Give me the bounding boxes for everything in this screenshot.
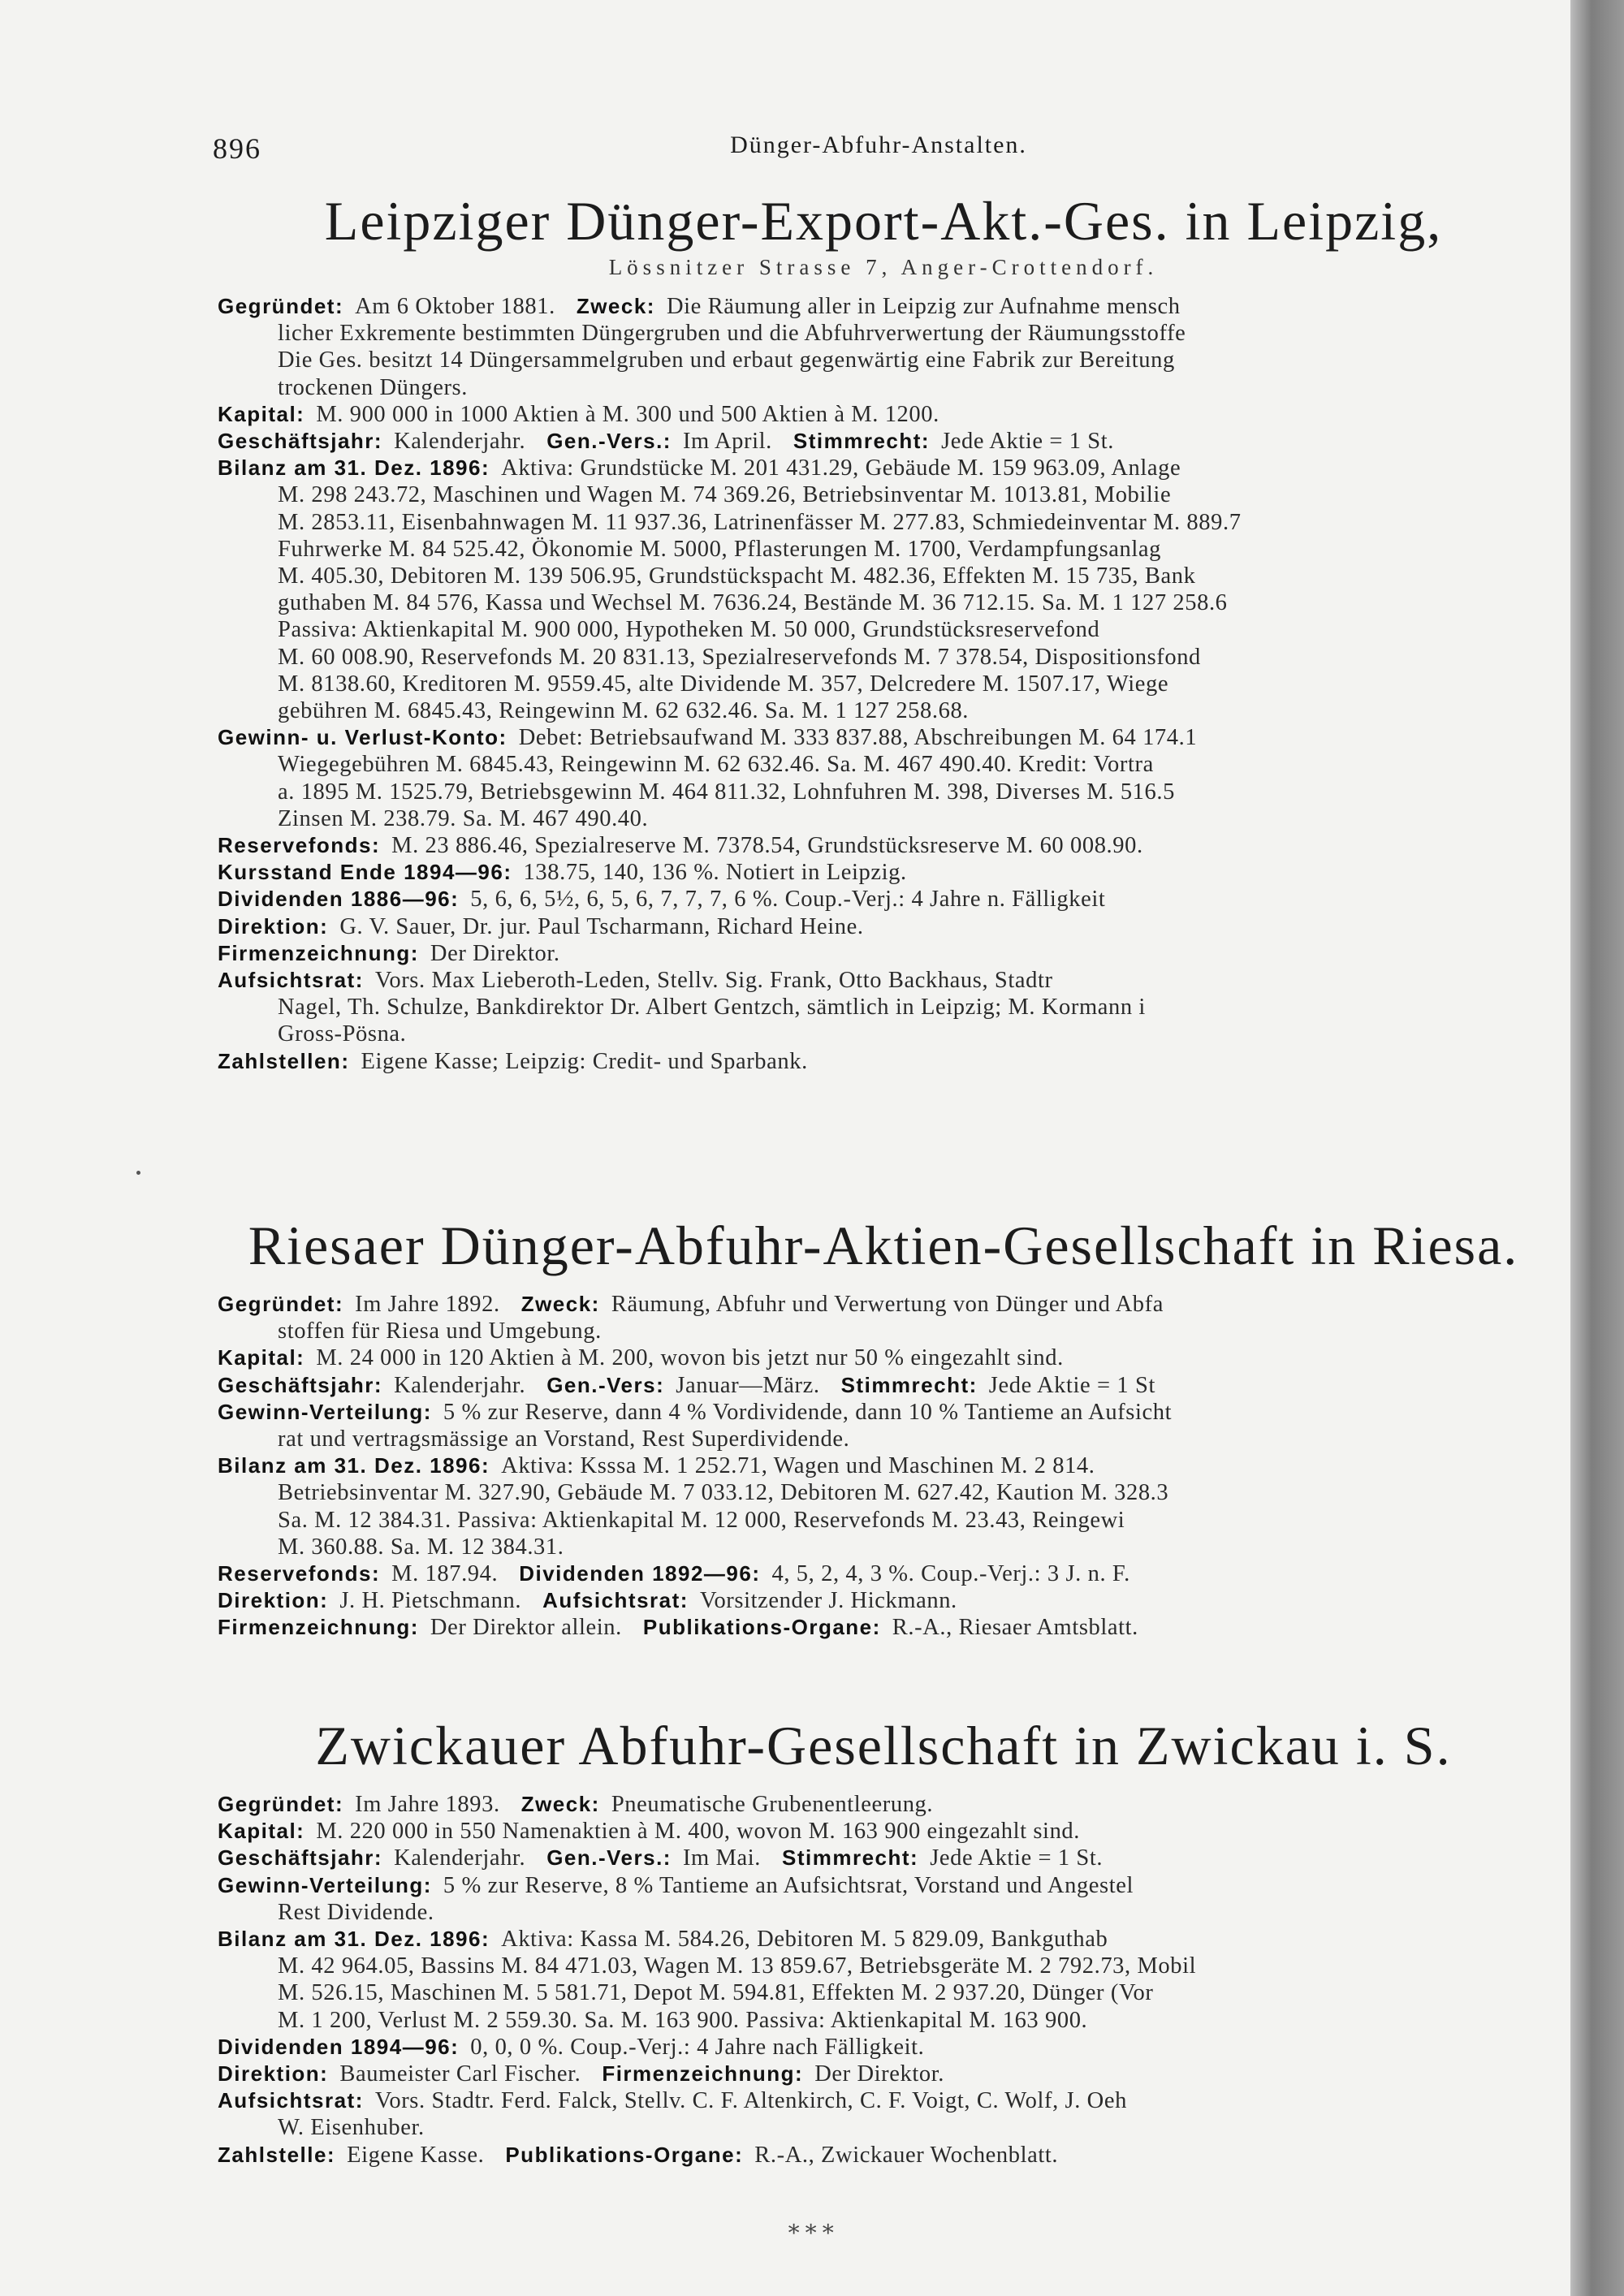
entry-continuation: Zinsen M. 238.79. Sa. M. 467 490.40. xyxy=(278,805,649,831)
entry-line xyxy=(218,1587,1533,1614)
entry-line xyxy=(218,1845,1533,1871)
entry-line xyxy=(218,293,1533,401)
entry-continuation: rat und vertragsmässige an Vorstand, Rest Superdividende. xyxy=(278,1426,850,1452)
entry-label: Zweck: xyxy=(520,1792,600,1816)
entry-line xyxy=(218,832,1533,859)
entry-line xyxy=(218,1048,1533,1075)
entry-label: Gegründet: xyxy=(218,1792,344,1816)
entry-label: Reservefonds: xyxy=(218,1561,381,1586)
entry-text: Pneumatische Grubenentleerung. xyxy=(611,1792,934,1817)
entry-text: Kalenderjahr. xyxy=(394,429,526,455)
entry-continuation: Betriebsinventar M. 327.90, Gebäude M. 7 033.12, Debitoren M. 627.42, Kaution M. 328.3 xyxy=(278,1480,1169,1506)
entry-label: Direktion: xyxy=(218,2061,329,2087)
entry-continuation: M. 60 008.90, Reservefonds M. 20 831.13, Spezialreservefonds M. 7 378.54, Dispositionsfond xyxy=(278,644,1201,670)
entry-continuation: licher Exkremente bestimmten Düngergruben und die Abfuhrverwertung der Räumungsstoffe xyxy=(278,321,1186,347)
entry-line xyxy=(218,913,1533,940)
entry-continuation: Nagel, Th. Schulze, Bankdirektor Dr. Albert Gentzch, sämtlich in Leipzig; M. Kormann i xyxy=(278,995,1146,1021)
entry-label: Kapital: xyxy=(218,401,305,426)
entry-line xyxy=(218,967,1533,1048)
entry-label: Firmenzeichnung: xyxy=(218,940,419,965)
entry-label: Kursstand Ende 1894—96: xyxy=(218,860,512,885)
entry-text: Am 6 Oktober 1881. xyxy=(355,294,555,319)
entry-line xyxy=(218,1372,1533,1399)
entry-line xyxy=(218,1818,1533,1845)
entry-continuation: M. 42 964.05, Bassins M. 84 471.03, Wagen M. 13 859.67, Betriebsgeräte M. 2 792.73, Mobil xyxy=(278,1953,1197,1979)
entry-label: Geschäftsjahr: xyxy=(218,429,383,454)
entry-text: Vors. Stadtr. Ferd. Falck, Stellv. C. F. Altenkirch, C. F. Voigt, C. Wolf, J. Oeh xyxy=(374,2088,1127,2114)
entry-label: Dividenden 1886—96: xyxy=(218,887,460,912)
page-number: 896 xyxy=(213,132,261,165)
entry-label: Geschäftsjahr: xyxy=(218,1372,383,1397)
entry-text: Die Räumung aller in Leipzig zur Aufnahme mensch xyxy=(666,294,1181,319)
entry-label: Zweck: xyxy=(576,294,655,318)
entry-label: Kapital: xyxy=(218,1345,305,1370)
entry-line xyxy=(218,1872,1533,1926)
entry-label: Geschäftsjahr: xyxy=(218,1845,383,1871)
entry-line xyxy=(218,455,1533,724)
entry-label: Stimmrecht: xyxy=(793,429,931,454)
entry-continuation: a. 1895 M. 1525.79, Betriebsgewinn M. 464 811.32, Lohnfuhren M. 398, Diverses M. 516.5 xyxy=(278,779,1175,805)
entry-label: Gegründet: xyxy=(218,1292,344,1316)
entry-label: Gewinn-Verteilung: xyxy=(218,1872,432,1897)
entry-label: Reservefonds: xyxy=(218,833,381,858)
entry-line xyxy=(218,1926,1533,2034)
entry-label: Aufsichtsrat: xyxy=(218,968,364,993)
entry-label: Gen.-Vers.: xyxy=(546,429,672,454)
company-section-leipzig xyxy=(218,190,1549,1075)
entry-label: Aufsichtsrat: xyxy=(218,2088,364,2113)
entry-line xyxy=(218,1344,1533,1371)
entry-text: Kalenderjahr. xyxy=(394,1372,526,1398)
entry-label: Dividenden 1892—96: xyxy=(519,1561,761,1586)
entry-text: Der Direktor allein. xyxy=(430,1615,622,1641)
entry-line xyxy=(218,2087,1533,2141)
entry-label: Gen.-Vers.: xyxy=(546,1845,672,1871)
entry-text: Vorsitzender J. Hickmann. xyxy=(699,1588,957,1614)
entry-continuation: M. 526.15, Maschinen M. 5 581.71, Depot M. 594.81, Effekten M. 2 937.20, Dünger (Vor xyxy=(278,1980,1154,2006)
entry-text: 138.75, 140, 136 %. Notiert in Leipzig. xyxy=(523,860,907,886)
entry-label: Publikations-Organe: xyxy=(505,2142,744,2167)
entry-line xyxy=(218,1399,1533,1452)
entry-continuation: Wiegegebühren M. 6845.43, Reingewinn M. 62 632.46. Sa. M. 467 490.40. Kredit: Vortra xyxy=(278,752,1154,778)
entry-text: Aktiva: Ksssa M. 1 252.71, Wagen und Maschinen M. 2 814. xyxy=(501,1453,1095,1479)
entry-label: Kapital: xyxy=(218,1819,305,1844)
entry-text: 5 % zur Reserve, dann 4 % Vordividende, dann 10 % Tantieme an Aufsicht xyxy=(443,1399,1173,1425)
entry-text: Im Mai. xyxy=(682,1845,761,1871)
entry-label: Stimmrecht: xyxy=(782,1845,919,1871)
running-head xyxy=(213,132,1544,172)
entry-continuation: stoffen für Riesa und Umgebung. xyxy=(278,1318,602,1344)
entry-label: Publikations-Organe: xyxy=(642,1615,881,1640)
entry-continuation: Sa. M. 12 384.31. Passiva: Aktienkapital M. 12 000, Reservefonds M. 23.43, Reingewi xyxy=(278,1507,1125,1533)
entry-label: Direktion: xyxy=(218,1588,329,1613)
entry-text: M. 23 886.46, Spezialreserve M. 7378.54, Grundstücksreserve M. 60 008.90. xyxy=(391,833,1143,859)
entry-line xyxy=(218,2034,1533,2061)
entry-text: 5 % zur Reserve, 8 % Tantieme an Aufsichtsrat, Vorstand und Angestel xyxy=(443,1872,1134,1898)
entry-label: Gegründet: xyxy=(218,294,344,318)
entry-text: G. V. Sauer, Dr. jur. Paul Tscharmann, Richard Heine. xyxy=(339,913,864,939)
entry-continuation: M. 1 200, Verlust M. 2 559.30. Sa. M. 163 900. Passiva: Aktienkapital M. 163 900. xyxy=(278,2007,1088,2033)
entry-text: R.-A., Riesaer Amtsblatt. xyxy=(892,1615,1138,1641)
entry-continuation: M. 2853.11, Eisenbahnwagen M. 11 937.36, Latrinenfässer M. 277.83, Schmiedeinventar M. 889.7 xyxy=(278,509,1242,535)
entry-line xyxy=(218,1614,1533,1641)
entry-text: Der Direktor. xyxy=(814,2061,944,2087)
entry-text: Räumung, Abfuhr und Verwertung von Dünger und Abfa xyxy=(611,1292,1164,1317)
entry-line xyxy=(218,1791,1533,1818)
entry-continuation: M. 8138.60, Kreditoren M. 9559.45, alte Dividende M. 357, Delcredere M. 1507.17, Wiege xyxy=(278,671,1169,697)
entry-line xyxy=(218,886,1533,913)
company-address: Lössnitzer Strasse 7, Anger-Crottendorf. xyxy=(608,255,1159,279)
entry-label: Firmenzeichnung: xyxy=(602,2061,804,2087)
entry-label: Aufsichtsrat: xyxy=(542,1588,689,1613)
entry-line xyxy=(218,2061,1533,2087)
entry-continuation: Fuhrwerke M. 84 525.42, Ökonomie M. 5000, Pflasterungen M. 1700, Verdampfungsanlag xyxy=(278,536,1162,562)
entry-label: Bilanz am 31. Dez. 1896: xyxy=(218,455,490,481)
entry-text: Im Jahre 1893. xyxy=(355,1792,500,1817)
entry-label: Zahlstellen: xyxy=(218,1048,350,1073)
entry-text: Baumeister Carl Fischer. xyxy=(339,2061,581,2087)
entry-text: Aktiva: Kassa M. 584.26, Debitoren M. 5 829.09, Bankguthab xyxy=(501,1927,1108,1953)
entry-text: R.-A., Zwickauer Wochenblatt. xyxy=(754,2142,1059,2168)
entry-line xyxy=(218,1452,1533,1560)
entry-text: Aktiva: Grundstücke M. 201 431.29, Gebäude M. 159 963.09, Anlage xyxy=(501,455,1181,481)
entry-text: Vors. Max Lieberoth-Leden, Stellv. Sig. Frank, Otto Backhaus, Stadtr xyxy=(374,968,1053,994)
entry-continuation: Passiva: Aktienkapital M. 900 000, Hypotheken M. 50 000, Grundstücksreservefond xyxy=(278,617,1100,643)
page-edge-shadow xyxy=(1570,0,1624,2296)
company-section-riesa xyxy=(218,1215,1549,1642)
entry-label: Bilanz am 31. Dez. 1896: xyxy=(218,1453,490,1478)
entry-label: Zweck: xyxy=(520,1292,600,1316)
entry-text: Im Jahre 1892. xyxy=(355,1292,500,1317)
entry-continuation: Gross-Pösna. xyxy=(278,1021,407,1047)
entry-text: M. 187.94. xyxy=(391,1561,499,1587)
entry-continuation: M. 405.30, Debitoren M. 139 506.95, Grundstückspacht M. 482.36, Effekten M. 15 735, Bank xyxy=(278,563,1196,589)
entry-text: M. 220 000 in 550 Namenaktien à M. 400, wovon M. 163 900 eingezahlt sind. xyxy=(316,1819,1080,1845)
entry-text: M. 900 000 in 1000 Aktien à M. 300 und 500 Aktien à M. 1200. xyxy=(316,401,939,427)
entry-label: Firmenzeichnung: xyxy=(218,1615,419,1640)
end-ornament: ∗∗∗ xyxy=(786,2216,838,2242)
entry-text: M. 24 000 in 120 Aktien à M. 200, wovon bis jetzt nur 50 % eingezahlt sind. xyxy=(316,1345,1064,1371)
entry-text: Im April. xyxy=(682,429,772,455)
entry-line xyxy=(218,940,1533,967)
company-title: Leipziger Dünger-Export-Akt.-Ges. in Leipzig, xyxy=(324,190,1443,252)
company-title: Zwickauer Abfuhr-Gesellschaft in Zwickau i. S. xyxy=(315,1715,1452,1776)
company-title: Riesaer Dünger-Abfuhr-Aktien-Gesellschaft in Riesa. xyxy=(248,1215,1519,1276)
entry-text: 0, 0, 0 %. Coup.-Verj.: 4 Jahre nach Fälligkeit. xyxy=(470,2034,925,2060)
entry-label: Zahlstelle: xyxy=(218,2142,336,2167)
entry-line xyxy=(218,1291,1533,1344)
entry-line xyxy=(218,1560,1533,1587)
entry-text: Januar—März. xyxy=(676,1372,820,1398)
entry-continuation: Die Ges. besitzt 14 Düngersammelgruben und erbaut gegenwärtig eine Fabrik zur Bereitung xyxy=(278,347,1175,373)
entry-text: 4, 5, 2, 4, 3 %. Coup.-Verj.: 3 J. n. F. xyxy=(771,1561,1130,1587)
entry-line xyxy=(218,401,1533,428)
entry-continuation: M. 360.88. Sa. M. 12 384.31. xyxy=(278,1534,564,1560)
company-section-zwickau xyxy=(218,1715,1549,2169)
entry-text: Debet: Betriebsaufwand M. 333 837.88, Abschreibungen M. 64 174.1 xyxy=(518,725,1198,751)
entry-label: Direktion: xyxy=(218,913,329,939)
entry-line xyxy=(218,2142,1533,2169)
running-title: Dünger-Abfuhr-Anstalten. xyxy=(730,132,1027,158)
entry-label: Bilanz am 31. Dez. 1896: xyxy=(218,1927,490,1952)
entry-continuation: trockenen Düngers. xyxy=(278,374,468,400)
entry-line xyxy=(218,428,1533,455)
entry-label: Dividenden 1894—96: xyxy=(218,2034,460,2059)
entry-continuation: guthaben M. 84 576, Kassa und Wechsel M. 7636.24, Bestände M. 36 712.15. Sa. M. 1 127 258.6 xyxy=(278,590,1228,616)
entry-label: Gen.-Vers: xyxy=(546,1372,665,1397)
entry-label: Gewinn-Verteilung: xyxy=(218,1399,432,1424)
entry-text: Kalenderjahr. xyxy=(394,1845,526,1871)
entry-text: 5, 6, 6, 5½, 6, 5, 6, 7, 7, 7, 6 %. Coup.-Verj.: 4 Jahre n. Fälligkeit xyxy=(470,887,1106,913)
entry-continuation: gebühren M. 6845.43, Reingewinn M. 62 632.46. Sa. M. 1 127 258.68. xyxy=(278,698,970,724)
entry-text: Jede Aktie = 1 St xyxy=(988,1372,1155,1398)
entry-continuation: M. 298 243.72, Maschinen und Wagen M. 74 369.26, Betriebsinventar M. 1013.81, Mobilie xyxy=(278,482,1172,508)
entry-continuation: Rest Dividende. xyxy=(278,1899,434,1925)
entry-text: Eigene Kasse; Leipzig: Credit- und Sparbank. xyxy=(361,1048,808,1074)
entry-text: Jede Aktie = 1 St. xyxy=(930,1845,1104,1871)
entry-continuation: W. Eisenhuber. xyxy=(278,2115,425,2141)
entry-line xyxy=(218,859,1533,886)
entry-text: Der Direktor. xyxy=(430,940,560,966)
entry-text: Jede Aktie = 1 St. xyxy=(941,429,1114,455)
entry-line xyxy=(218,724,1533,832)
entry-label: Gewinn- u. Verlust-Konto: xyxy=(218,725,508,750)
entry-label: Stimmrecht: xyxy=(840,1372,978,1397)
entry-text: J. H. Pietschmann. xyxy=(339,1588,522,1614)
entry-text: Eigene Kasse. xyxy=(347,2142,485,2168)
